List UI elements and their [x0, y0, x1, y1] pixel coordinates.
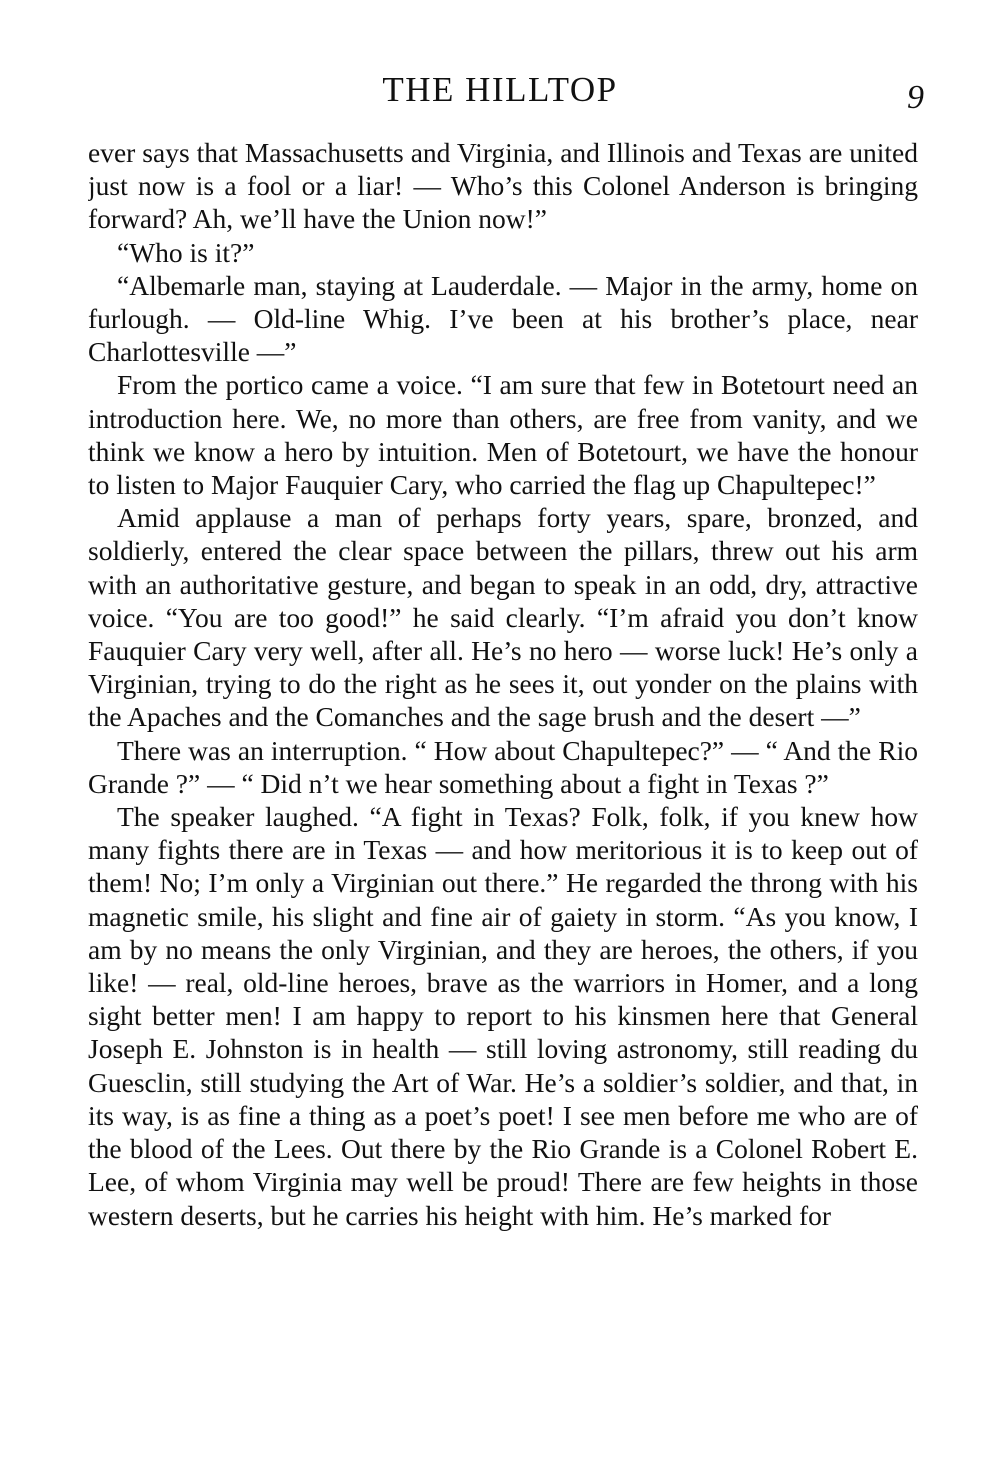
page-number: 9 — [907, 79, 924, 116]
paragraph-2: “Who is it?” — [117, 236, 255, 268]
running-head — [0, 70, 1000, 114]
paragraph-5: Amid applause a man of perhaps forty years, spare, bronzed, and soldierly, entered the clear space between the pillars, threw out his arm with an authoritative gesture, and began to speak in an odd, dry, attractive voice. “You are too good!” he said clearly. “I’m afraid you don’t know Fauquier Cary very well, after all. He’s no hero — worse luck! He’s only a Virginian, trying to do the right as he sees it, out yonder on the plains with the Apaches and the Comanches and the sage brush and the desert —” — [88, 502, 918, 733]
paragraph-7: The speaker laughed. “A fight in Texas? Folk, folk, if you knew how many fights there are in Texas — and how meritorious it is to keep out of them! No; I’m only a Virginian out there.” He regarded the throng with his magnetic smile, his slight and fine air of gaiety in storm. “As you know, I am by no means the only Virginian, and they are heroes, the others, if you like! — real, old-line heroes, brave as the warriors in Homer, and a long sight better men! I am happy to report to his kinsmen here that General Joseph E. Johnston is in health — still loving astronomy, still reading du Guesclin, still studying the Art of War. He’s a soldier’s soldier, and that, in its way, is as fine a thing as a poet’s poet! I see men before me who are of the blood of the Lees. Out there by the Rio Grande is a Colonel Robert E. Lee, of whom Virginia may well be proud! There are few heights in those western deserts, but he carries his height with him. He’s marked for — [88, 801, 918, 1231]
paragraph-6: There was an interruption. “ How about Chapultepec?” — “ And the Rio Grande ?” — “ Did n’t we hear something about a fight in Texas ?” — [88, 734, 918, 799]
running-title: THE HILLTOP — [382, 70, 618, 109]
paragraph-3: “Albemarle man, staying at Lauderdale. — Major in the army, home on furlough. — Old-line Whig. I’ve been at his brother’s place, near Charlottesville —” — [88, 269, 918, 368]
paragraph-1: ever says that Massachusetts and Virginia, and Illinois and Texas are united just now is a fool or a liar! — Who’s this Colonel Anderson is bringing forward? Ah, we’ll have the Union now!” — [88, 137, 918, 235]
body-text — [88, 136, 918, 1426]
paragraph-4: From the portico came a voice. “I am sure that few in Botetourt need an introduction here. We, no more than others, are free from vanity, and we think we know a hero by intuition. Men of Botetourt, we have the honour to listen to Major Fauquier Cary, who carried the flag up Chapultepec!” — [88, 369, 918, 501]
